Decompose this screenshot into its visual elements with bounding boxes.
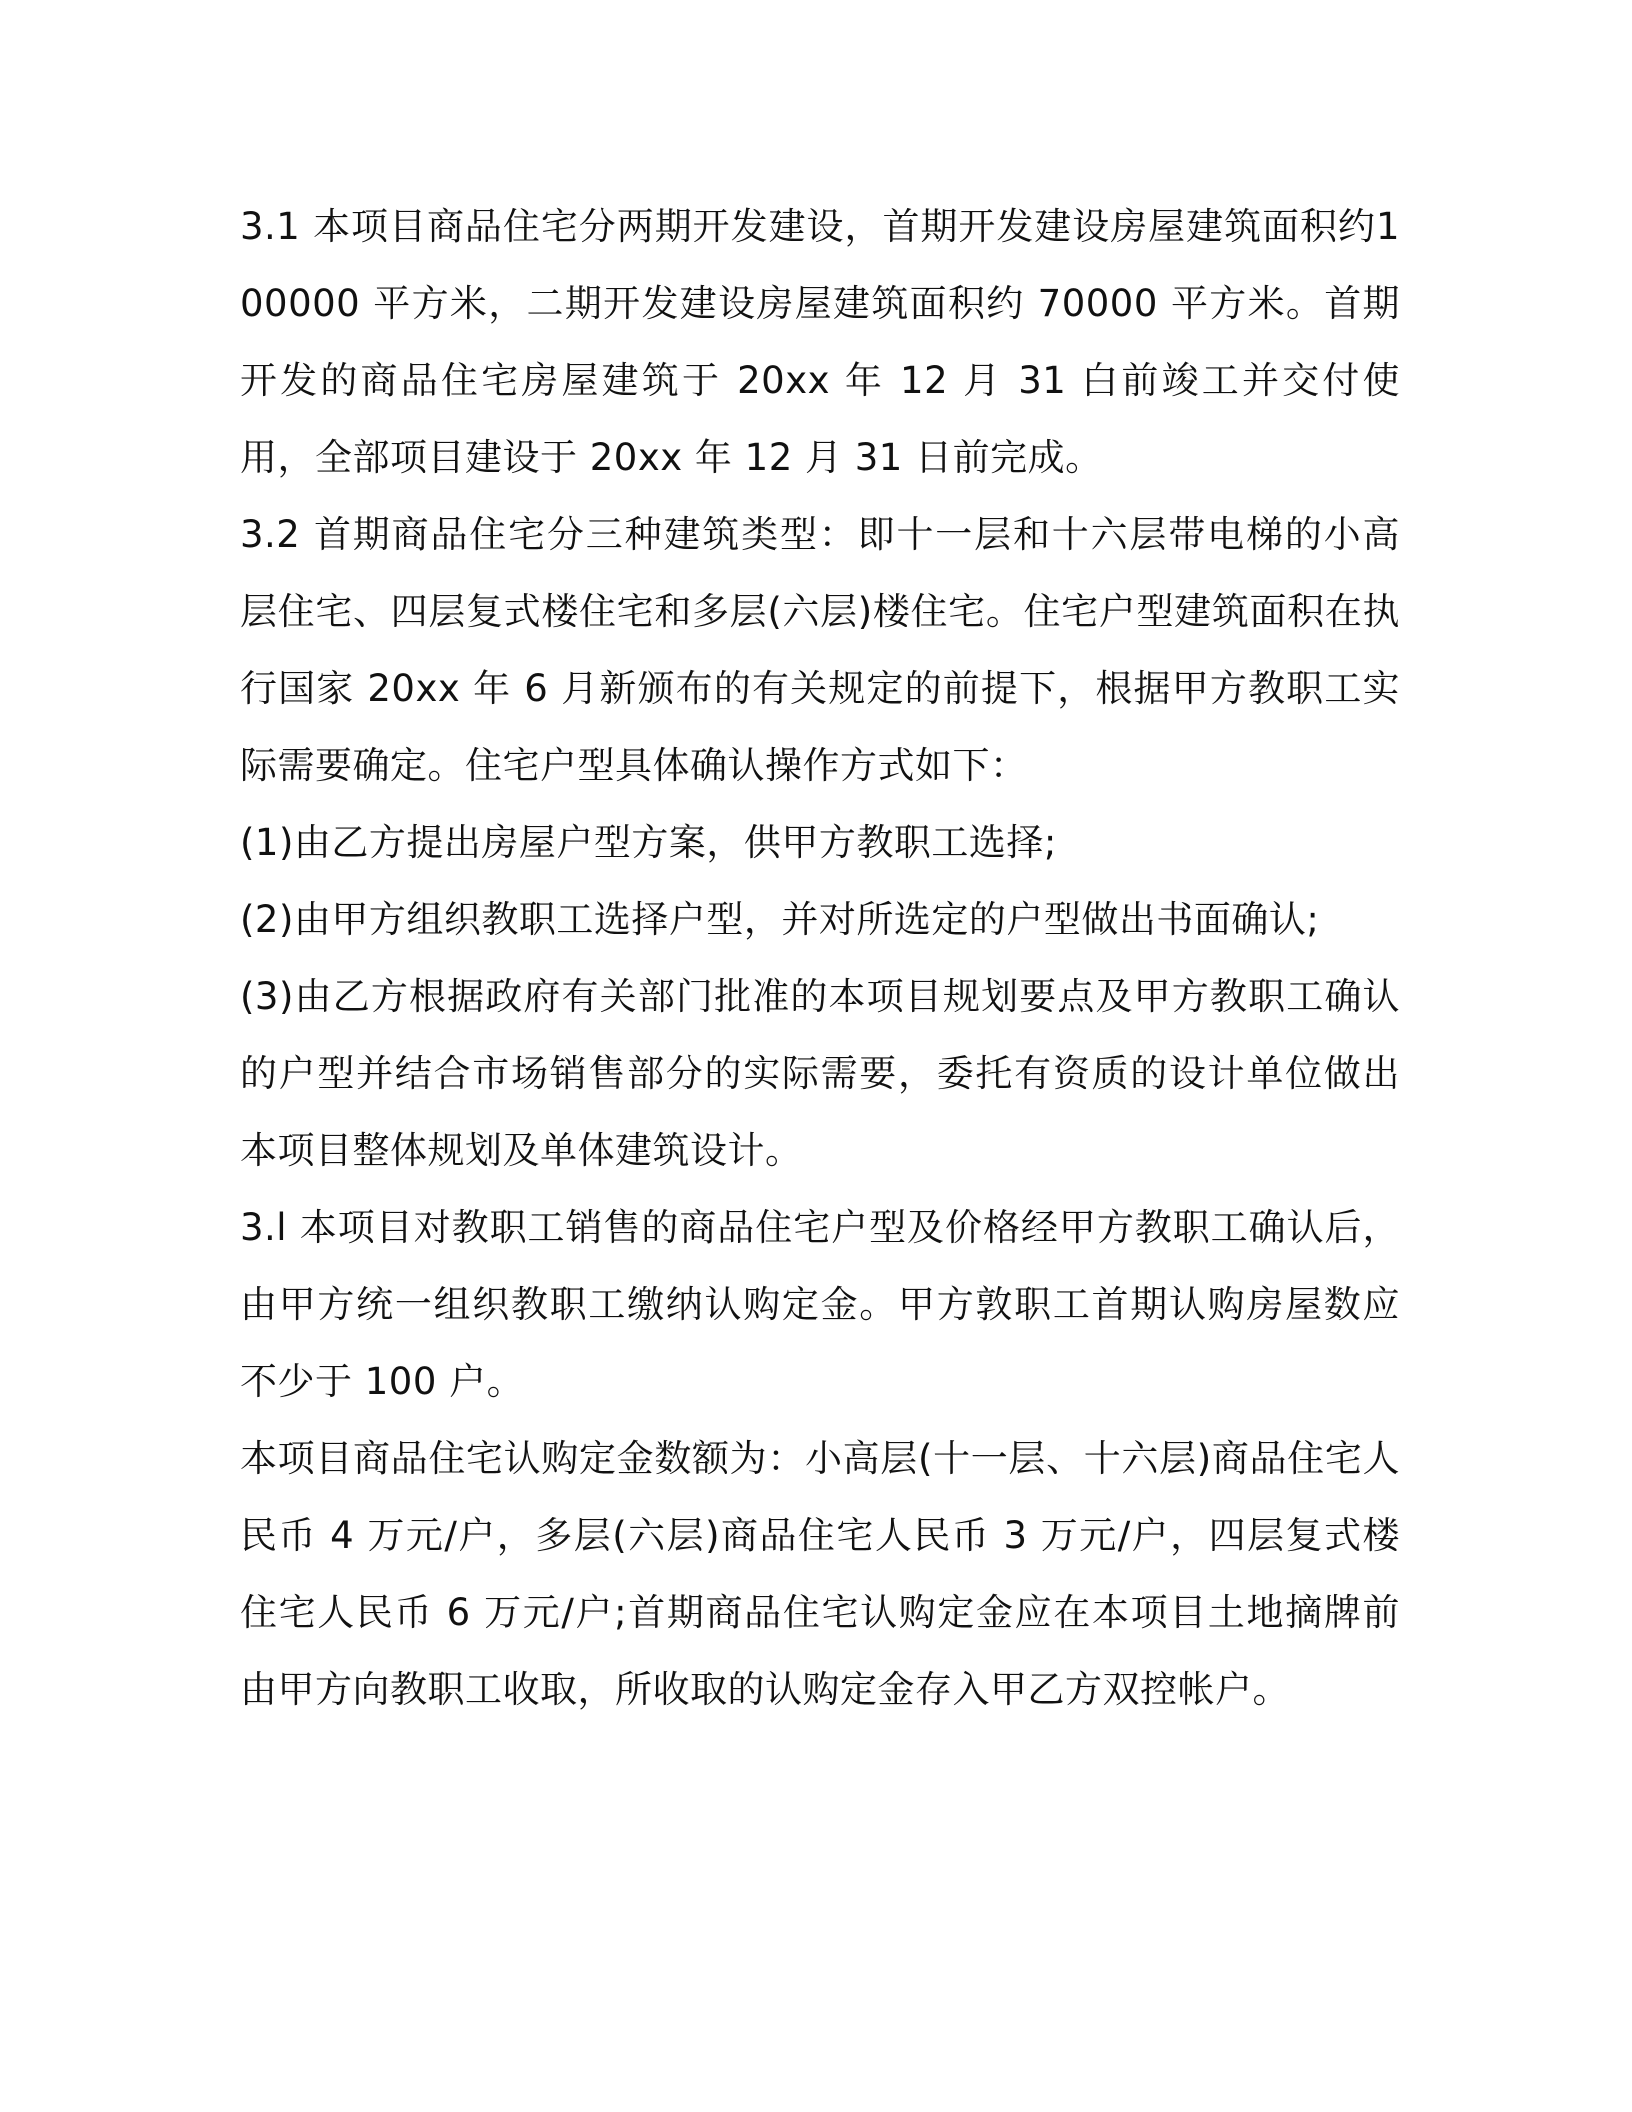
paragraph-3-l: 3.l 本项目对教职工销售的商品住宅户型及价格经甲方教职工确认后，由甲方统一组织教职工缴纳认购定金。甲方敦职工首期认购房屋数应不少于 100 户。: [240, 1206, 1400, 1403]
list-item-2: (2)由甲方组织教职工选择户型，并对所选定的户型做出书面确认;: [240, 898, 1320, 941]
paragraph-3-2: 3.2 首期商品住宅分三种建筑类型：即十一层和十六层带电梯的小高层住宅、四层复式楼住宅和多层(六层)楼住宅。住宅户型建筑面积在执行国家 20xx 年 6 月新颁布的有关规定的前提下，根据甲方教职工实际需要确定。住宅户型具体确认操作方式如下：: [240, 513, 1400, 787]
document-body: [240, 188, 1400, 1728]
list-item-3: (3)由乙方根据政府有关部门批准的本项目规划要点及甲方教职工确认的户型并结合市场销售部分的实际需要，委托有资质的设计单位做出本项目整体规划及单体建筑设计。: [240, 975, 1400, 1172]
list-item-1: (1)由乙方提出房屋户型方案，供甲方教职工选择;: [240, 821, 1057, 864]
paragraph-3-1: 3.1 本项目商品住宅分两期开发建设，首期开发建设房屋建筑面积约100000 平方米，二期开发建设房屋建筑面积约 70000 平方米。首期开发的商品住宅房屋建筑于 20xx 年 12 月 31 白前竣工并交付使用，全部项目建设于 20xx 年 12 月 31 日前完成。: [240, 205, 1400, 479]
paragraph-deposit: 本项目商品住宅认购定金数额为：小高层(十一层、十六层)商品住宅人民币 4 万元/户，多层(六层)商品住宅人民币 3 万元/户，四层复式楼住宅人民币 6 万元/户;首期商品住宅认购定金应在本项目土地摘牌前由甲方向教职工收取，所收取的认购定金存入甲乙方双控帐户。: [240, 1437, 1400, 1711]
